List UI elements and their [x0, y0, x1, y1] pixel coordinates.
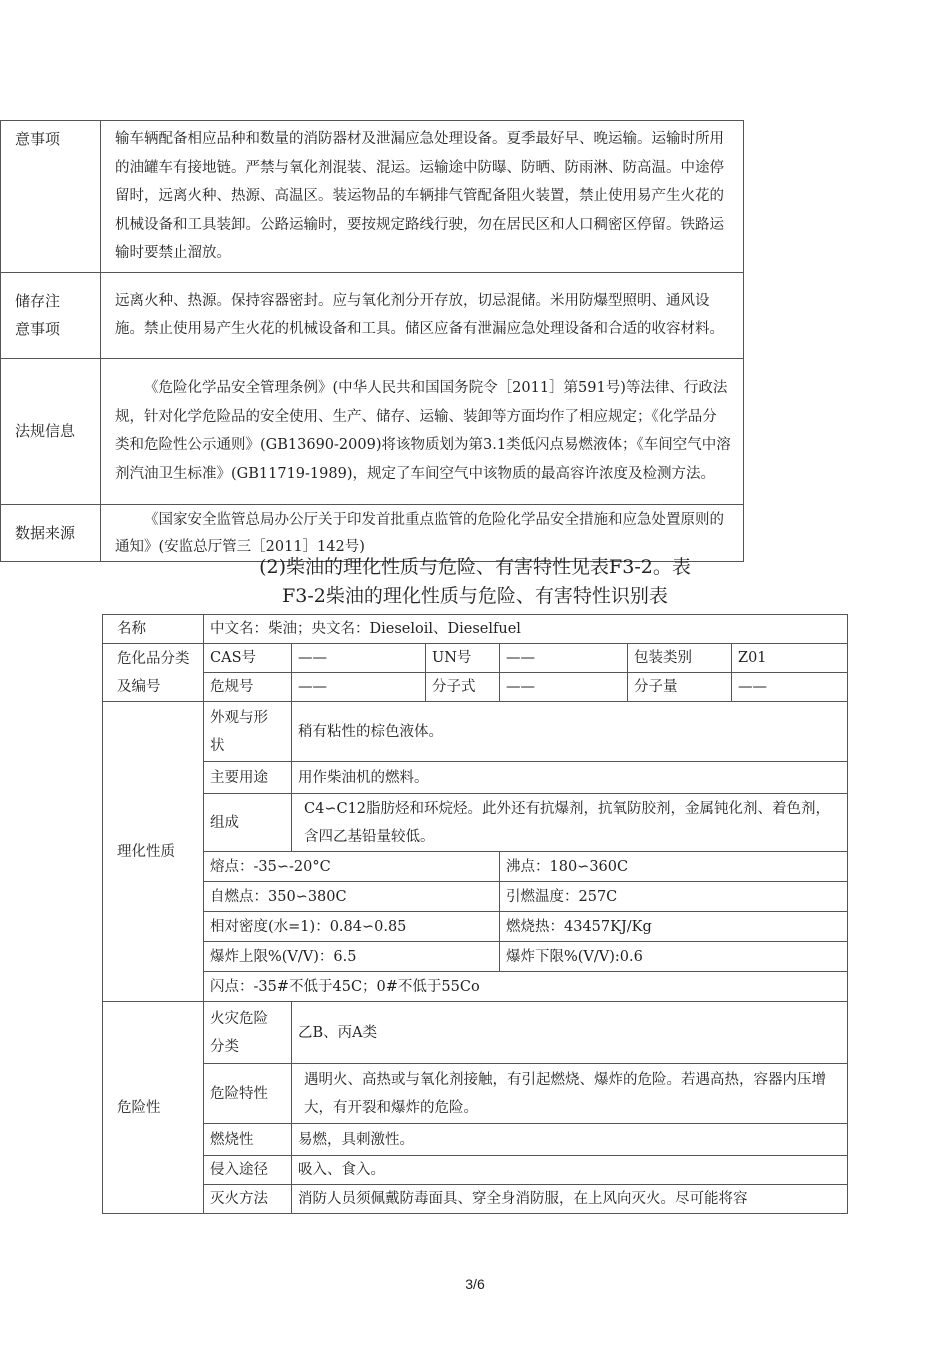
name-label: 名称	[103, 615, 204, 644]
fire-class-value: 乙B、丙A类	[292, 1002, 848, 1064]
formula-label: 分子式	[426, 673, 500, 702]
transport-text: 输车辆配备相应品种和数量的消防器材及泄漏应急处理设备。夏季最好早、晚运输。运输时所用的油罐车有接地链。严禁与氧化剂混装、混运。运输途中防曝、防晒、防雨淋、防高温。中途停留时，远离火种、热源、高温区。装运物品的车辆排气管配备阻火装置，禁止使用易产生火花的机械设备和工具装卸。公路运输时，要按规定路线行驶，勿在居民区和人口稠密区停留。铁路运输时要禁止溜放。	[101, 121, 744, 273]
comp-label: 组成	[204, 794, 292, 852]
class-label: 危化品分类及编号	[103, 644, 204, 702]
regulation-text: 《危险化学品安全管理条例》(中华人民共和国国务院令［2011］第591号)等法律、行政法规，针对化学危险品的安全使用、生产、储存、运输、装卸等方面均作了相应规定；《化学品分类和危险性公示通则》(GB13690-2009)将该物质划为第3.1类低闪点易燃液体；《车间空气中溶剂汽油卫生标准》(GB11719-1989)，规定了车间空气中该物质的最高容许浓度及检测方法。	[101, 358, 744, 504]
fire-class-label: 火灾危险分类	[204, 1002, 292, 1064]
combustion-heat: 燃烧热：43457KJ/Kg	[500, 912, 848, 942]
melting-point: 熔点：-35∽-20°C	[204, 852, 500, 882]
route-label: 侵入途径	[204, 1156, 292, 1185]
ignition-temperature: 引燃温度：257C	[500, 882, 848, 912]
appearance-label: 外观与形状	[204, 702, 292, 762]
cas-value: ——	[292, 644, 426, 673]
storage-regulation-table	[0, 120, 744, 562]
extinguish-label: 灭火方法	[204, 1185, 292, 1214]
hazard-label: 危险性	[103, 1002, 204, 1214]
use-label: 主要用途	[204, 762, 292, 794]
regulation-label: 法规信息	[1, 358, 101, 504]
page-number: 3/6	[465, 1276, 485, 1292]
reg-label: 危规号	[204, 673, 292, 702]
hazard-char-label: 危险特性	[204, 1064, 292, 1124]
name-value: 中文名：柴油；央文名：Dieseloil、Dieselfuel	[204, 615, 848, 644]
hazard-char-value: 遇明火、高热或与氧化剂接触，有引起燃烧、爆炸的危险。若遇高热，容器内压增大，有开裂和爆炸的危险。	[292, 1064, 848, 1124]
combust-value: 易燃，具刺激性。	[292, 1124, 848, 1156]
section-heading: (2)柴油的理化性质与危险、有害特性见表F3-2。表	[259, 556, 691, 578]
un-label: UN号	[426, 644, 500, 673]
flash-point: 闪点：-35#不低于45C；0#不低于55Co	[204, 972, 848, 1002]
storage-label: 储存注意事项	[1, 272, 101, 358]
diesel-properties-table	[102, 614, 848, 1214]
un-value: ——	[500, 644, 628, 673]
upper-explosive-limit: 爆炸上限%(V/V)：6.5	[204, 942, 500, 972]
mw-label: 分子量	[628, 673, 732, 702]
table-caption: F3-2柴油的理化性质与危险、有害特性识别表	[282, 585, 668, 607]
route-value: 吸入、食入。	[292, 1156, 848, 1185]
use-value: 用作柴油机的燃料。	[292, 762, 848, 794]
pack-label: 包装类别	[628, 644, 732, 673]
phys-label: 理化性质	[103, 702, 204, 1002]
relative-density: 相对密度(水=1)：0.84∽0.85	[204, 912, 500, 942]
lower-explosive-limit: 爆炸下限%(V/V):0.6	[500, 942, 848, 972]
comp-value: C4∽C12脂肪烃和环烷烃。此外还有抗爆剂，抗氧防胶剂，金属钝化剂、着色剂，含四乙基铅量较低。	[292, 794, 848, 852]
boiling-point: 沸点：180∽360C	[500, 852, 848, 882]
transport-label: 意事项	[1, 121, 101, 273]
storage-text: 远离火种、热源。保持容器密封。应与氧化剂分开存放，切忌混储。米用防爆型照明、通风设施。禁止使用易产生火花的机械设备和工具。储区应备有泄漏应急处理设备和合适的收容材料。	[101, 272, 744, 358]
source-text: 《国家安全监管总局办公厅关于印发首批重点监管的危险化学品安全措施和应急处置原则的通知》(安监总厅管三［2011］142号)	[101, 504, 744, 561]
appearance-value: 稍有粘性的棕色液体。	[292, 702, 848, 762]
pack-value: Z01	[732, 644, 848, 673]
cas-label: CAS号	[204, 644, 292, 673]
combust-label: 燃烧性	[204, 1124, 292, 1156]
reg-value: ——	[292, 673, 426, 702]
autoignition-point: 自燃点：350∽380C	[204, 882, 500, 912]
mw-value: ——	[732, 673, 848, 702]
extinguish-value: 消防人员须佩戴防毒面具、穿全身消防服，在上风向灭火。尽可能将容	[292, 1185, 848, 1214]
formula-value: ——	[500, 673, 628, 702]
source-label: 数据来源	[1, 504, 101, 561]
